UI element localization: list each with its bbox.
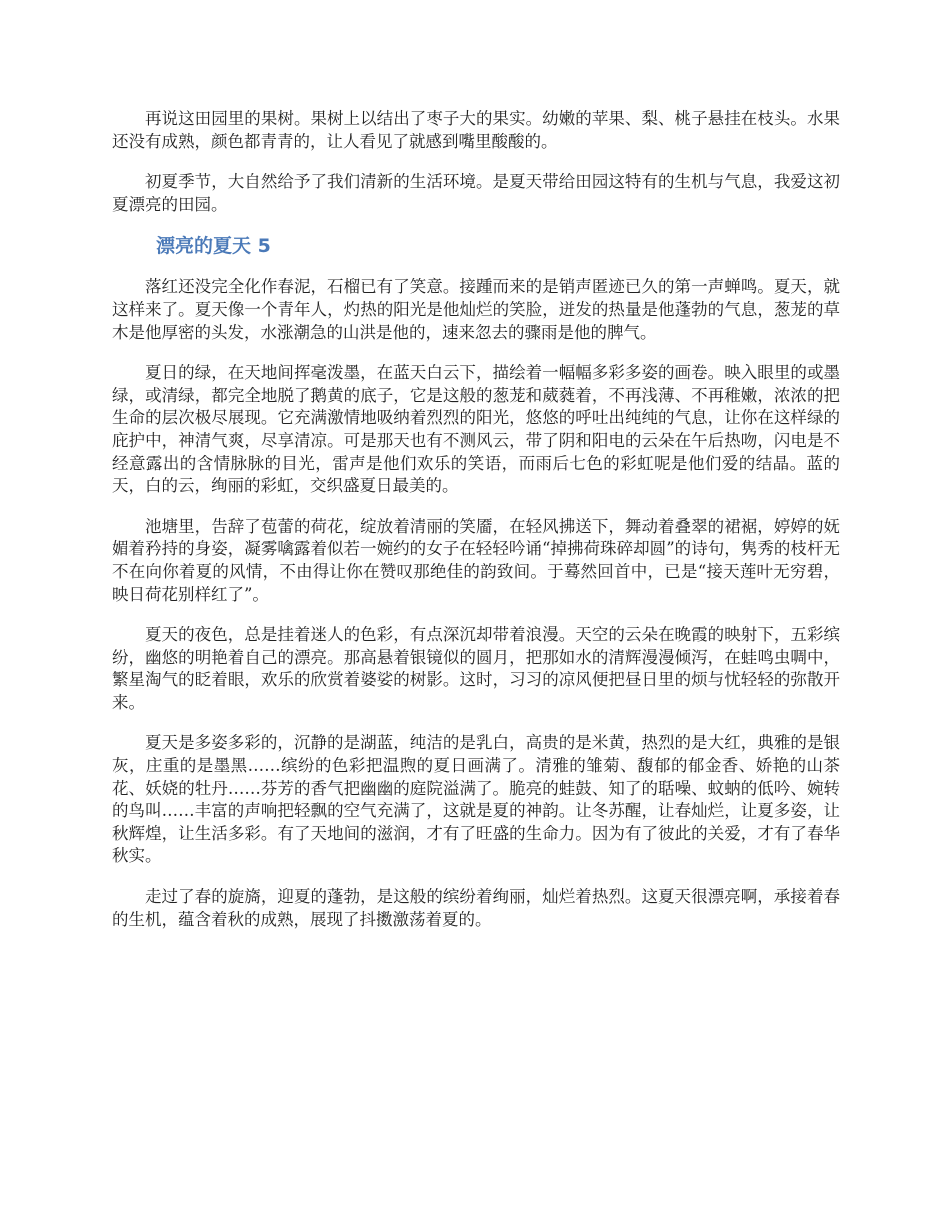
document-page [112,108,840,949]
paragraph-conclusion: 走过了春的旋旖，迎夏的蓬勃，是这般的缤纷着绚丽，灿烂着热烈。这夏天很漂亮啊，承接着春的生机，蕴含着秋的成熟，展现了抖擞激荡着夏的。 [112,887,840,929]
paragraph-summer-arrives: 落红还没完全化作春泥，石榴已有了笑意。接踵而来的是销声匿迹已久的第一声蝉鸣。夏天，就这样来了。夏天像一个青年人，灼热的阳光是他灿烂的笑脸，迸发的热量是他蓬勃的气息，葱茏的草木是他厚密的头发，水涨潮急的山洪是他的，速来忽去的骤雨是他的脾气。 [112,277,840,342]
paragraph-summer-green: 夏日的绿，在天地间挥毫泼墨，在蓝天白云下，描绘着一幅幅多彩多姿的画卷。映入眼里的或墨绿，或清绿，都完全地脱了鹅黄的底子，它是这般的葱茏和葳蕤着，不再浅薄、不再稚嫩，浓浓的把生命的层次极尽展现。它充满激情地吸纳着烈烈的阳光，悠悠的呼吐出纯纯的气息，让你在这样绿的庇护中，神清气爽，尽享清凉。可是那天也有不测风云，带了阴和阳电的云朵在午后热吻，闪电是不经意露出的含情脉脉的目光，雷声是他们欢乐的笑语，而雨后七色的彩虹呢是他们爱的结晶。蓝的天，白的云，绚丽的彩虹，交织盛夏日最美的。 [112,363,840,496]
paragraph-early-summer: 初夏季节，大自然给予了我们清新的生活环境。是夏天带给田园这特有的生机与气息，我爱这初夏漂亮的田园。 [112,172,840,214]
paragraph-summer-colors: 夏天是多姿多彩的，沉静的是湖蓝，纯洁的是乳白，高贵的是米黄，热烈的是大红，典雅的是银灰，庄重的是墨黑……缤纷的色彩把温煦的夏日画满了。清雅的雏菊、馥郁的郁金香、娇艳的山茶花、妖娆的牡丹……芬芳的香气把幽幽的庭院溢满了。脆亮的蛙鼓、知了的聒噪、蚊蚋的低吟、婉转的鸟叫……丰富的声响把轻飘的空气充满了，这就是夏的神韵。让冬苏醒，让春灿烂，让夏多姿，让秋辉煌，让生活多彩。有了天地间的滋润，才有了旺盛的生命力。因为有了彼此的关爱，才有了春华秋实。 [112,733,840,866]
paragraph-lotus-pond: 池塘里，告辞了苞蕾的荷花，绽放着清丽的笑靥，在轻风拂送下，舞动着叠翠的裙裾，婷婷的妩媚着矜持的身姿，凝雾噙露着似若一婉约的女子在轻轻吟诵“掉拂荷珠碎却圆”的诗句，隽秀的枝杆无不在向你着夏的风情，不由得让你在赞叹那绝佳的韵致间。于蓦然回首中，已是“接天莲叶无穷碧，映日荷花别样红了”。 [112,516,840,604]
paragraph-summer-night: 夏天的夜色，总是挂着迷人的色彩，有点深沉却带着浪漫。天空的云朵在晚霞的映射下，五彩缤纷，幽悠的明艳着自己的漂亮。那高悬着银镜似的圆月，把那如水的清辉漫漫倾泻，在蛙鸣虫啁中，繁星淘气的眨着眼，欢乐的欣赏着婆娑的树影。这时，习习的凉风便把昼日里的烦与忧轻轻的弥散开来。 [112,625,840,712]
paragraph-fruit-trees: 再说这田园里的果树。果树上以结出了枣子大的果实。幼嫩的苹果、梨、桃子悬挂在枝头。水果还没有成熟，颜色都青青的，让人看见了就感到嘴里酸酸的。 [112,109,840,151]
section-heading: 漂亮的夏天 5 [156,235,271,258]
